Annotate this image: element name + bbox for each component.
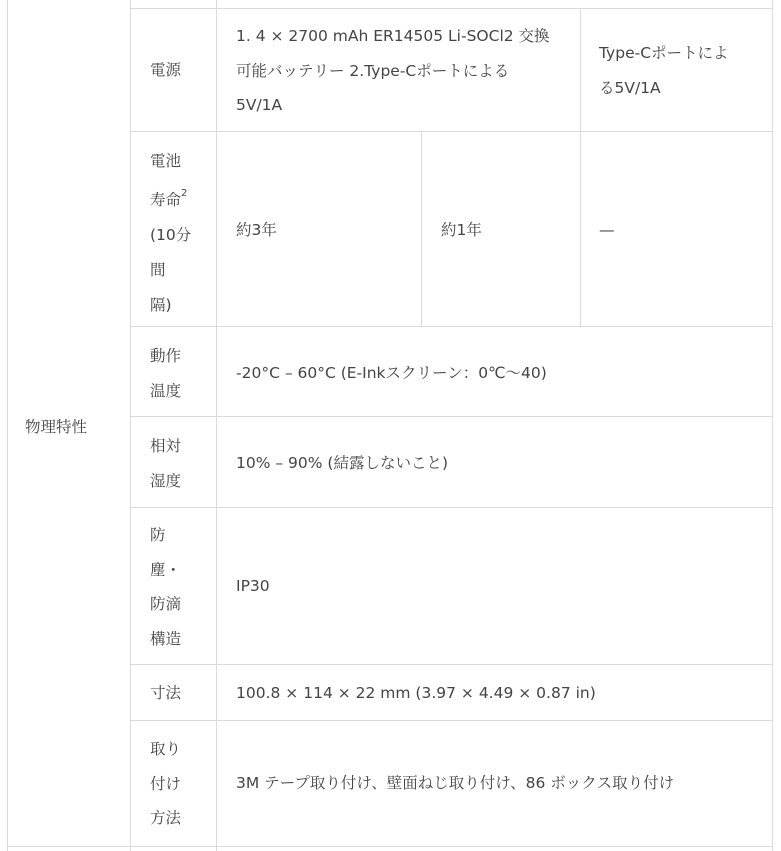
row-humidity-value: 10% – 90% (結露しないこと) [236,454,449,472]
row-mounting-value: 3M テープ取り付け、壁面ねじ取り付け、86 ボックス取り付け [236,774,675,792]
row-battery-value-b: 約1年 [441,221,482,239]
table-border [580,8,581,327]
row-mounting-label: 取り 付け 方法 [150,740,182,827]
table-border [130,131,773,132]
row-dimensions-value: 100.8 × 114 × 22 mm (3.97 × 4.49 × 0.87 in) [236,684,596,702]
table-border [130,8,773,9]
table-border [130,720,773,721]
row-dimensions-label: 寸法 [150,684,182,702]
row-power-label: 電源 [150,61,182,79]
row-op-temp-value: -20°C – 60°C (E-Inkスクリーン：0℃〜40) [236,364,547,382]
row-ip-value: IP30 [236,577,270,595]
category-label: 物理特性 [25,418,88,436]
table-border [216,0,217,851]
row-ip-label: 防 塵・ 防滴 構造 [150,526,182,648]
row-battery-label [150,144,191,323]
table-border [130,507,773,508]
row-power-value: 1. 4 × 2700 mAh ER14505 Li-SOCl2 交換 可能バッテリー 2.Type-Cポートによる 5V/1A [236,27,550,114]
row-battery-label-main: 電池 寿命 [150,152,182,210]
footnote-marker: 2 [181,188,188,199]
row-humidity-label: 相対 湿度 [150,437,182,490]
row-op-temp-label: 動作 温度 [150,347,182,400]
table-border [7,0,8,851]
table-border [772,0,773,851]
row-battery-value-a: 約3年 [236,221,277,239]
table-border [130,664,773,665]
row-battery-value-c: — [599,221,615,239]
row-battery-label-rest: (10分 間 隔) [150,226,192,315]
table-border [130,416,773,417]
table-border [130,0,131,851]
table-border [130,326,773,327]
table-border [421,131,422,327]
row-power-value-alt: Type-Cポートによ る5V/1A [599,44,729,97]
table-border [7,846,773,847]
